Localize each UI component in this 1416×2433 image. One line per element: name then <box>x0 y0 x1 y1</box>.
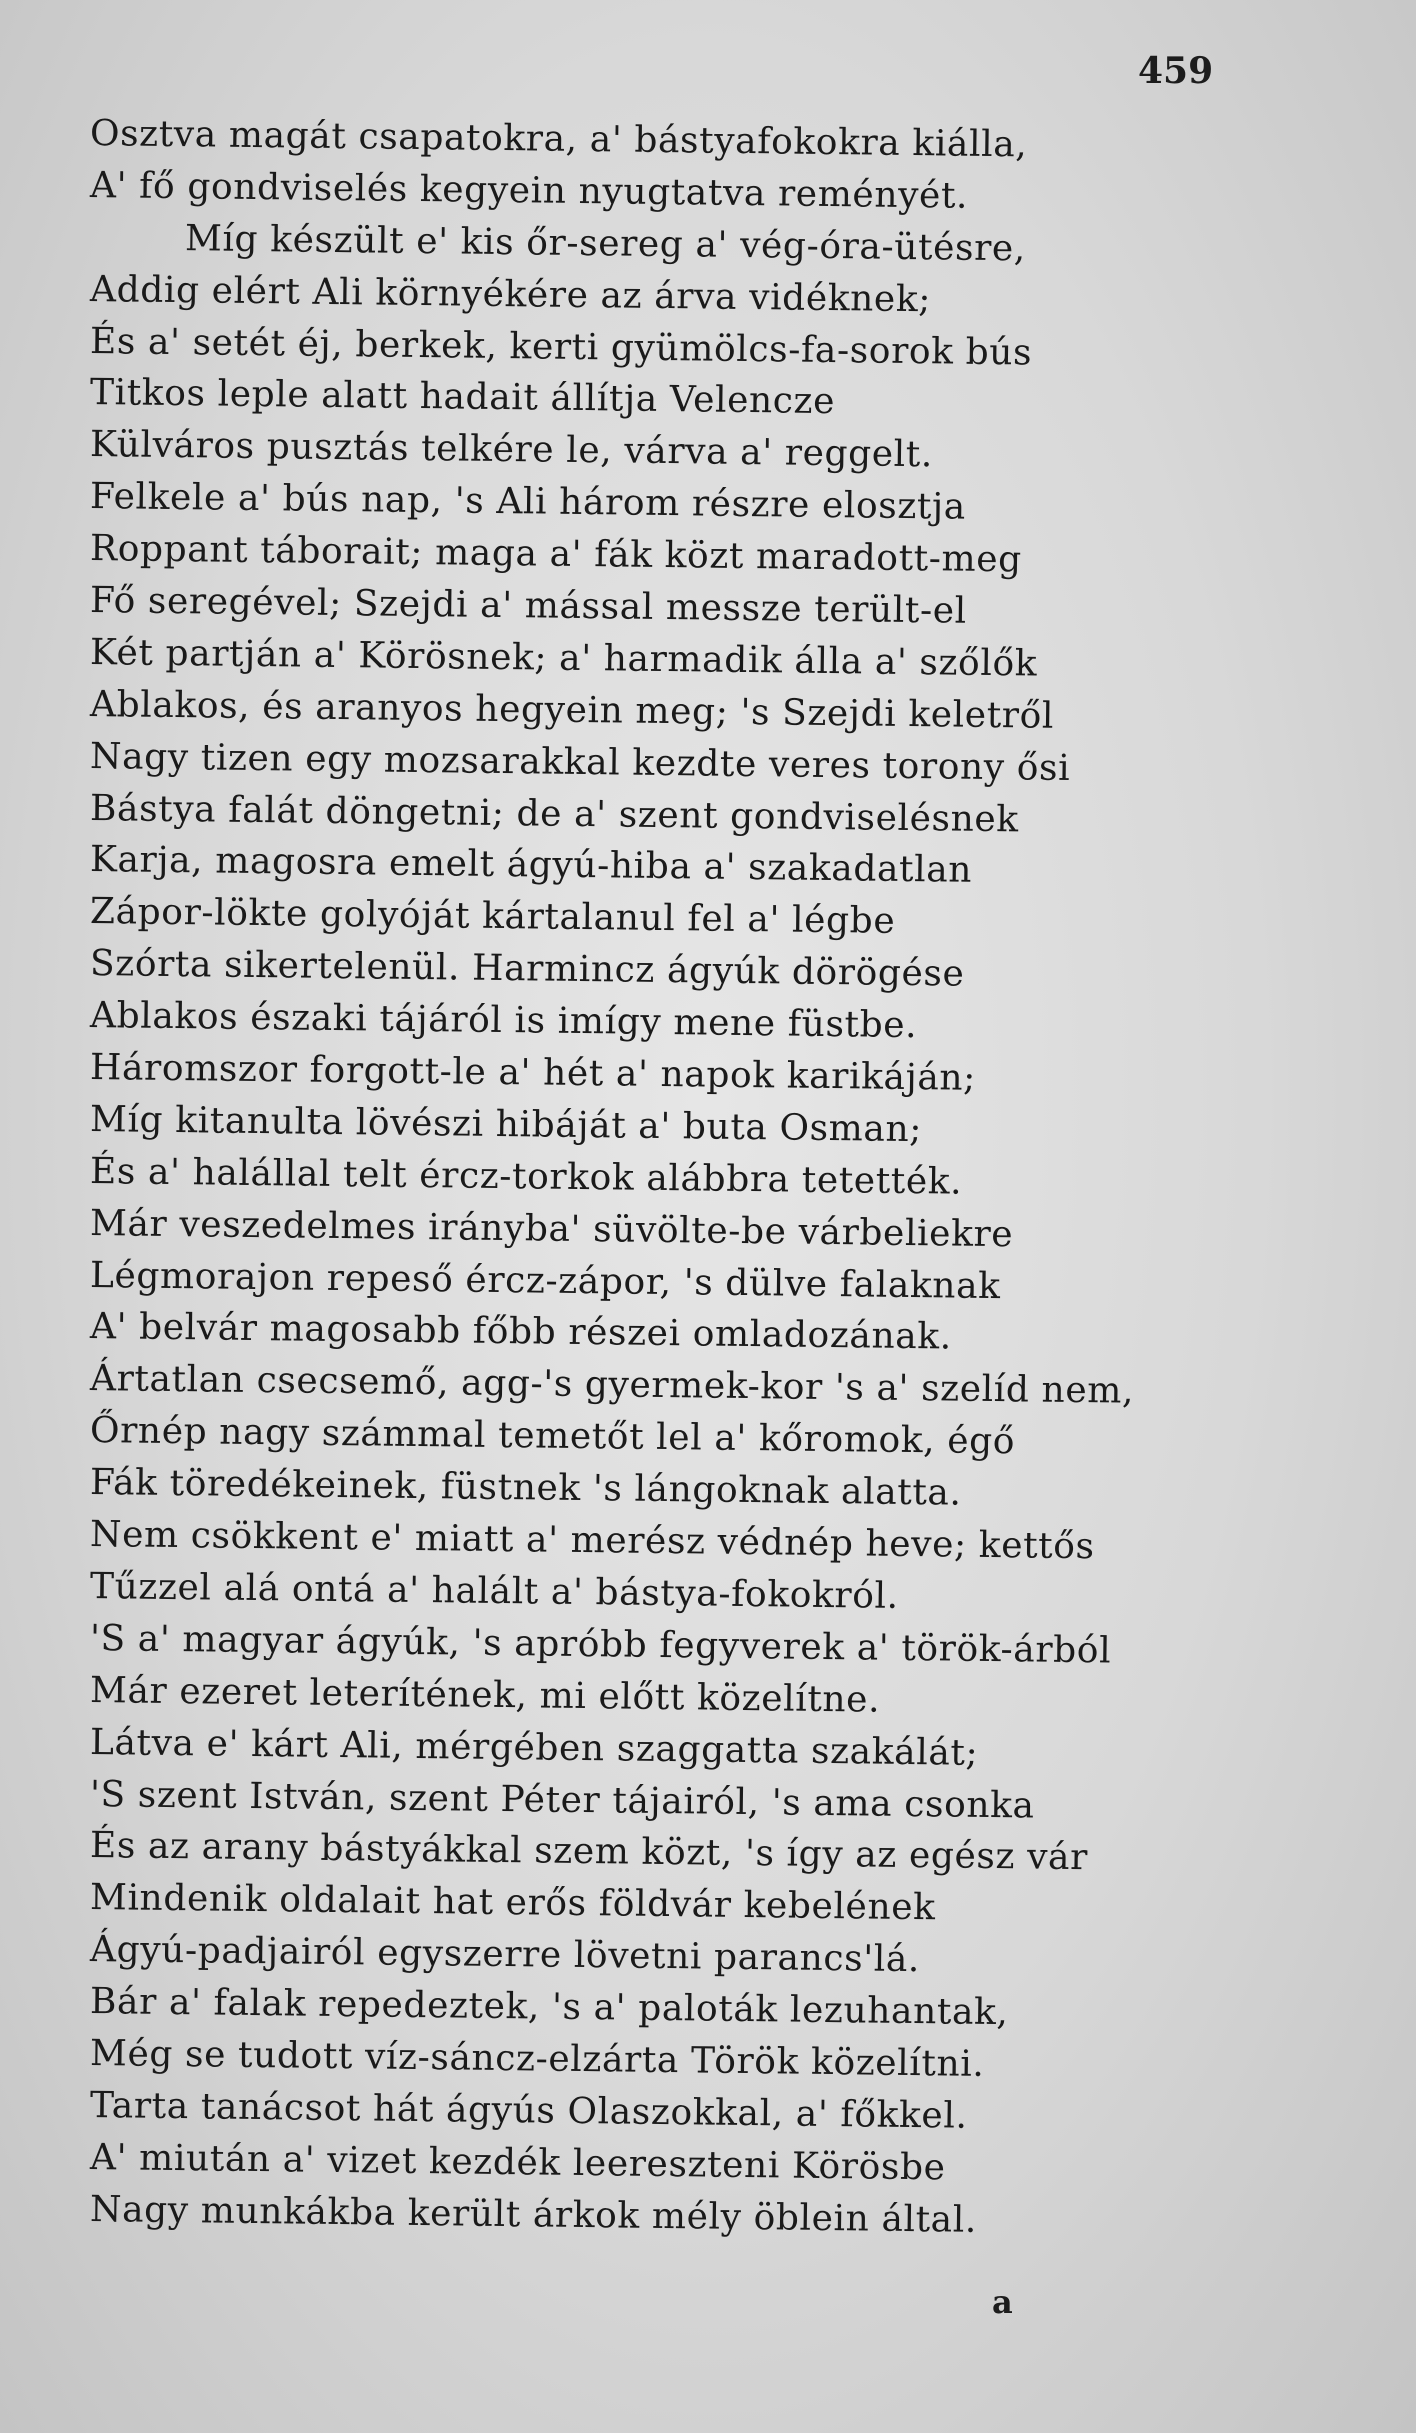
verse-line: Külváros pusztás telkére le, várva a' reggelt. <box>89 424 934 476</box>
verse-line: Tűzzel alá ontá a' halált a' bástya-fokokról. <box>89 1565 899 1617</box>
verse-line: Nem csökkent e' miatt a' merész védnép heve; kettős <box>89 1514 1095 1568</box>
verse-line: Őrnép nagy számmal temetőt lel a' kőromok, égő <box>89 1410 1016 1463</box>
verse-line: Már ezeret leterítének, mi előtt közelítne. <box>89 1669 881 1721</box>
verse-line: 'S a' magyar ágyúk, 's apróbb fegyverek a' török-árból <box>89 1617 1112 1672</box>
verse-line: Ablakos északi tájáról is imígy mene füstbe. <box>89 995 918 1047</box>
verse-line: 'S szent István, szent Péter tájairól, 's ama csonka <box>89 1773 1035 1827</box>
verse-line: Szórta sikertelenül. Harmincz ágyúk dörögése <box>89 943 965 995</box>
verse-line: Ágyú-padjairól egyszerre lövetni parancs'lá. <box>89 1929 921 1981</box>
verse-line: Felkele a' bús nap, 's Ali három részre elosztja <box>89 476 967 528</box>
verse-line: Addig elért Ali környékére az árva vidéknek; <box>89 268 932 320</box>
verse-line: Mindenik oldalait hat erős földvár kebelének <box>89 1877 936 1929</box>
catchword: a <box>992 2283 1013 2321</box>
verse-line: Osztva magát csapatokra, a' bástyafokokra kiálla, <box>89 113 1028 166</box>
verse-line: Míg kitanulta lövészi hibáját a' buta Osman; <box>89 1098 923 1151</box>
verse-line: Fák töredékeinek, füstnek 's lángoknak alatta. <box>89 1462 962 1514</box>
verse-line: Ablakos, és aranyos hegyein meg; 's Szejdi keletről <box>89 683 1055 737</box>
verse-line: Háromszor forgott-le a' hét a' napok karikáján; <box>89 1047 977 1099</box>
verse-line: Légmorajon repeső ércz-zápor, 's dülve falaknak <box>89 1254 1001 1307</box>
verse-line: Bár a' falak repedeztek, 's a' paloták lezuhantak, <box>89 1981 1009 2034</box>
verse-line: Roppant táborait; maga a' fák közt maradott-meg <box>89 528 1023 581</box>
verse-line: És az arany bástyákkal szem közt, 's így az egész vár <box>89 1825 1089 1879</box>
verse-line: Titkos leple alatt hadait állítja Velencze <box>89 372 836 423</box>
verse-line: Bástya falát döngetni; de a' szent gondviselésnek <box>89 787 1019 840</box>
verse-line: Még se tudott víz-sáncz-elzárta Török közelítni. <box>89 2032 985 2085</box>
verse-line: A' fő gondviselés kegyein nyugtatva reményét. <box>89 164 969 217</box>
verse-line: Nagy munkákba került árkok mély öblein által. <box>89 2188 978 2241</box>
verse-line: Tarta tanácsot hát ágyús Olaszokkal, a' főkkel. <box>89 2084 968 2137</box>
verse-line: Fő seregével; Szejdi a' mással messze terült-el <box>89 580 968 632</box>
verse-line: Már veszedelmes irányba' süvölte-be várbeliekre <box>89 1202 1014 1255</box>
verse-line: Míg készült e' kis őr-sereg a' vég-óra-ütésre, <box>184 217 1027 270</box>
verse-line: És a' halállal telt ércz-torkok alábbra tetették. <box>89 1150 963 1203</box>
verse-line: Látva e' kárt Ali, mérgében szaggatta szakálát; <box>89 1721 979 1774</box>
verse-line: Ártatlan csecsemő, agg-'s gyermek-kor 's a' szelíd nem, <box>89 1358 1135 1413</box>
verse-line: És a' setét éj, berkek, kerti gyümölcs-fa-sorok bús <box>89 320 1033 374</box>
verse-line: A' miután a' vizet kezdék leereszteni Körösbe <box>89 2136 946 2189</box>
verse-line: Két partján a' Körösnek; a' harmadik álla a' szőlők <box>89 631 1038 685</box>
verse-line: Nagy tizen egy mozsarakkal kezdte veres torony ősi <box>89 735 1071 789</box>
verse-line: Karja, magosra emelt ágyú-hiba a' szakadatlan <box>89 839 973 892</box>
poem-text <box>89 108 1330 2241</box>
verse-line: Zápor-lökte golyóját kártalanul fel a' légbe <box>89 891 896 943</box>
verse-line: A' belvár magosabb főbb részei omladozának. <box>89 1306 953 1359</box>
page-number: 459 <box>1138 50 1214 92</box>
